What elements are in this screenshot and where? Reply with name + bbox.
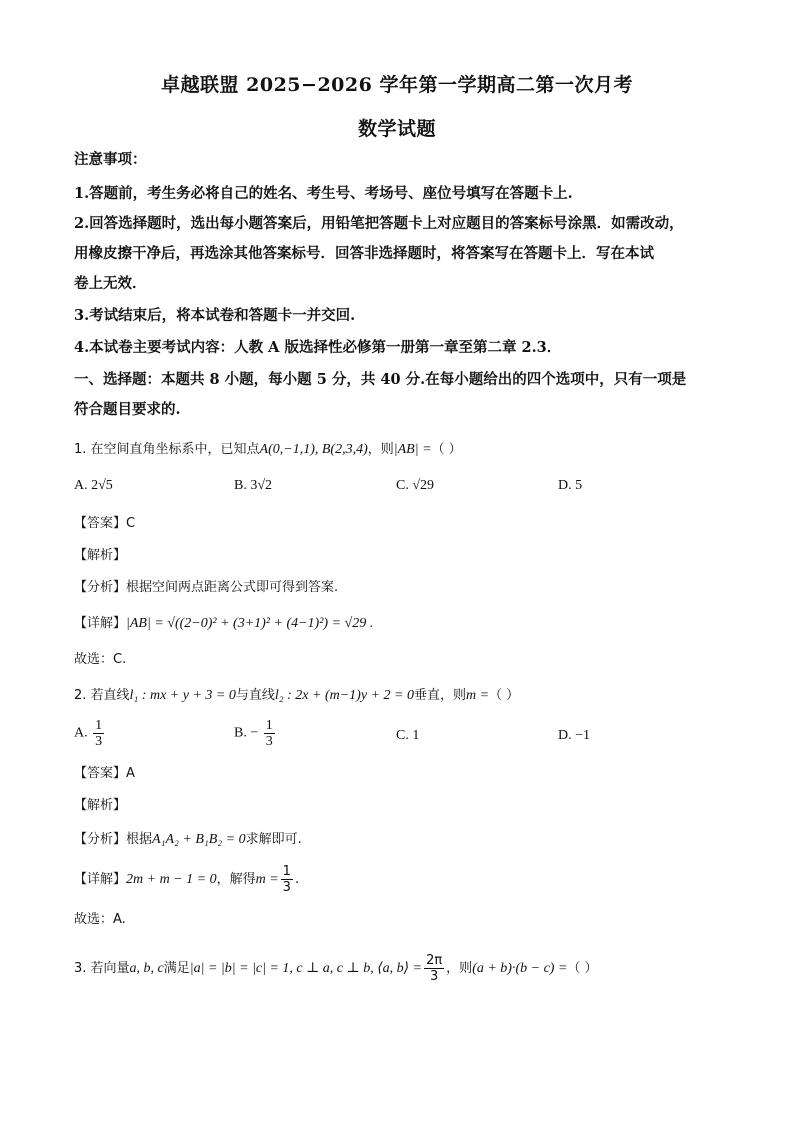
q1-mid: ，则 bbox=[367, 442, 394, 457]
q2-detail-period: . bbox=[294, 872, 300, 887]
q1-detail bbox=[74, 614, 724, 634]
fraction-denominator: 3 bbox=[429, 969, 439, 984]
q1-fenxi-text: 根据空间两点距离公式即可得到答案. bbox=[126, 580, 339, 595]
question-1 bbox=[74, 440, 724, 460]
q2-detail-expr: 2m + m − 1 = 0 bbox=[126, 872, 217, 887]
notes-heading: 注意事项： bbox=[74, 151, 147, 168]
q3-mid: 满足 bbox=[163, 961, 190, 976]
page-title: 卓越联盟 2025−2026 学年第一学期高二第一次月考 bbox=[161, 74, 633, 96]
q2-prefix: 2. 若直线 bbox=[74, 688, 130, 703]
section-heading-line-2: 符合题目要求的. bbox=[74, 401, 181, 418]
q2-option-a bbox=[74, 718, 106, 749]
q3-prefix: 3. 若向量 bbox=[74, 961, 130, 976]
question-2 bbox=[74, 686, 724, 706]
q3-expr: (a + b)·(b − c) = bbox=[472, 961, 568, 976]
q2-detail-res: m = bbox=[255, 872, 279, 887]
q2-detail-fraction bbox=[281, 864, 293, 895]
note-2-line-2: 用橡皮擦干净后，再选涂其他答案标号．回答非选择题时，将答案写在答题卡上．写在本试 bbox=[74, 245, 654, 262]
q2-detail bbox=[74, 864, 724, 895]
note-2-line-1: 2.回答选择题时，选出每小题答案后，用铅笔把答题卡上对应题目的答案标号涂黑．如需改动， bbox=[74, 215, 684, 232]
page-subtitle: 数学试题 bbox=[357, 118, 436, 140]
q2-answer-tag: 【答案】 bbox=[74, 766, 127, 781]
q1-answer-tag: 【答案】 bbox=[74, 516, 127, 531]
q1-option-b: B. 3√2 bbox=[234, 478, 273, 493]
fraction-denominator: 3 bbox=[95, 734, 103, 749]
q2-detail-mid: ，解得 bbox=[216, 872, 256, 887]
q2-option-c: C. 1 bbox=[396, 728, 420, 743]
q2-answer-value: A bbox=[126, 766, 135, 781]
q3-conditions: |a| = |b| = |c| = 1, c ⊥ a, c ⊥ b, ⟨a, b⟩ = bbox=[189, 961, 423, 976]
q1-conclusion: 故选：C. bbox=[74, 652, 127, 667]
note-3: 3.考试结束后，将本试卷和答题卡一并交回. bbox=[74, 307, 356, 324]
q2-option-a-label: A. bbox=[74, 725, 88, 741]
q1-analysis-tag: 【解析】 bbox=[74, 548, 127, 563]
fraction-numerator: 1 bbox=[265, 718, 273, 733]
q2-answer bbox=[74, 764, 724, 784]
q2-mid: 与直线 bbox=[235, 688, 275, 703]
q2-tail: 垂直，则 bbox=[413, 688, 466, 703]
q1-points: A(0,−1,1), B(2,3,4) bbox=[259, 442, 368, 457]
q1-fenxi bbox=[74, 578, 724, 598]
q2-option-d: D. −1 bbox=[558, 728, 591, 743]
q1-option-d: D. 5 bbox=[558, 478, 583, 493]
q1-expr: |AB| = bbox=[393, 442, 432, 457]
q2-option-b-label: B. − bbox=[234, 725, 259, 741]
q1-option-a: A. 2√5 bbox=[74, 478, 113, 493]
fraction-numerator: 1 bbox=[282, 864, 291, 879]
fraction-denominator: 3 bbox=[282, 880, 291, 895]
q2-line-2: l₂ : 2x + (m−1)y + 2 = 0 bbox=[274, 688, 414, 703]
note-2-line-3: 卷上无效． bbox=[74, 275, 147, 292]
q2-option-b bbox=[234, 718, 277, 749]
q2-fenxi-tag: 【分析】 bbox=[74, 832, 127, 847]
q2-fenxi-post: 求解即可. bbox=[245, 832, 302, 847]
fraction-numerator: 1 bbox=[95, 718, 103, 733]
note-4: 4.本试卷主要考试内容：人教 A 版选择性必修第一册第一章至第二章 2.3． bbox=[74, 339, 562, 356]
q3-tail: ，则 bbox=[446, 961, 473, 976]
q2-fenxi bbox=[74, 830, 724, 850]
fraction-denominator: 3 bbox=[265, 734, 273, 749]
q1-detail-tag: 【详解】 bbox=[74, 616, 127, 631]
q1-prefix: 1. 在空间直角坐标系中，已知点 bbox=[74, 442, 260, 457]
q2-line-1: l₁ : mx + y + 3 = 0 bbox=[129, 688, 236, 703]
q3-vectors: a, b, c bbox=[129, 961, 164, 976]
q3-angle-fraction bbox=[424, 953, 444, 984]
q2-detail-tag: 【详解】 bbox=[74, 872, 127, 887]
q2-expr: m = bbox=[465, 688, 490, 703]
fraction-numerator: 2π bbox=[426, 953, 443, 968]
q2-option-b-fraction bbox=[264, 718, 275, 749]
q2-conclusion: 故选：A. bbox=[74, 912, 126, 927]
q2-fenxi-expr: A₁A₂ + B₁B₂ = 0 bbox=[152, 832, 246, 847]
q1-blank: （ ） bbox=[431, 442, 462, 457]
q2-blank: （ ） bbox=[489, 688, 520, 703]
note-1: 1.答题前，考生务必将自己的姓名、考生号、考场号、座位号填写在答题卡上. bbox=[74, 185, 573, 202]
q1-answer-value: C bbox=[126, 516, 136, 531]
section-heading-line-1: 一、选择题：本题共 8 小题，每小题 5 分，共 40 分.在每小题给出的四个选项中，只有一项是 bbox=[74, 371, 687, 388]
q2-option-a-fraction bbox=[93, 718, 104, 749]
question-3 bbox=[74, 952, 724, 986]
q3-blank: （ ） bbox=[567, 961, 598, 976]
q2-fenxi-pre: 根据 bbox=[126, 832, 153, 847]
q1-fenxi-tag: 【分析】 bbox=[74, 580, 127, 595]
q1-answer bbox=[74, 514, 724, 534]
q2-analysis-tag: 【解析】 bbox=[74, 798, 127, 813]
q1-option-c: C. √29 bbox=[396, 478, 435, 493]
q1-detail-expr: |AB| = √((2−0)² + (3+1)² + (4−1)²) = √29 . bbox=[126, 616, 374, 631]
